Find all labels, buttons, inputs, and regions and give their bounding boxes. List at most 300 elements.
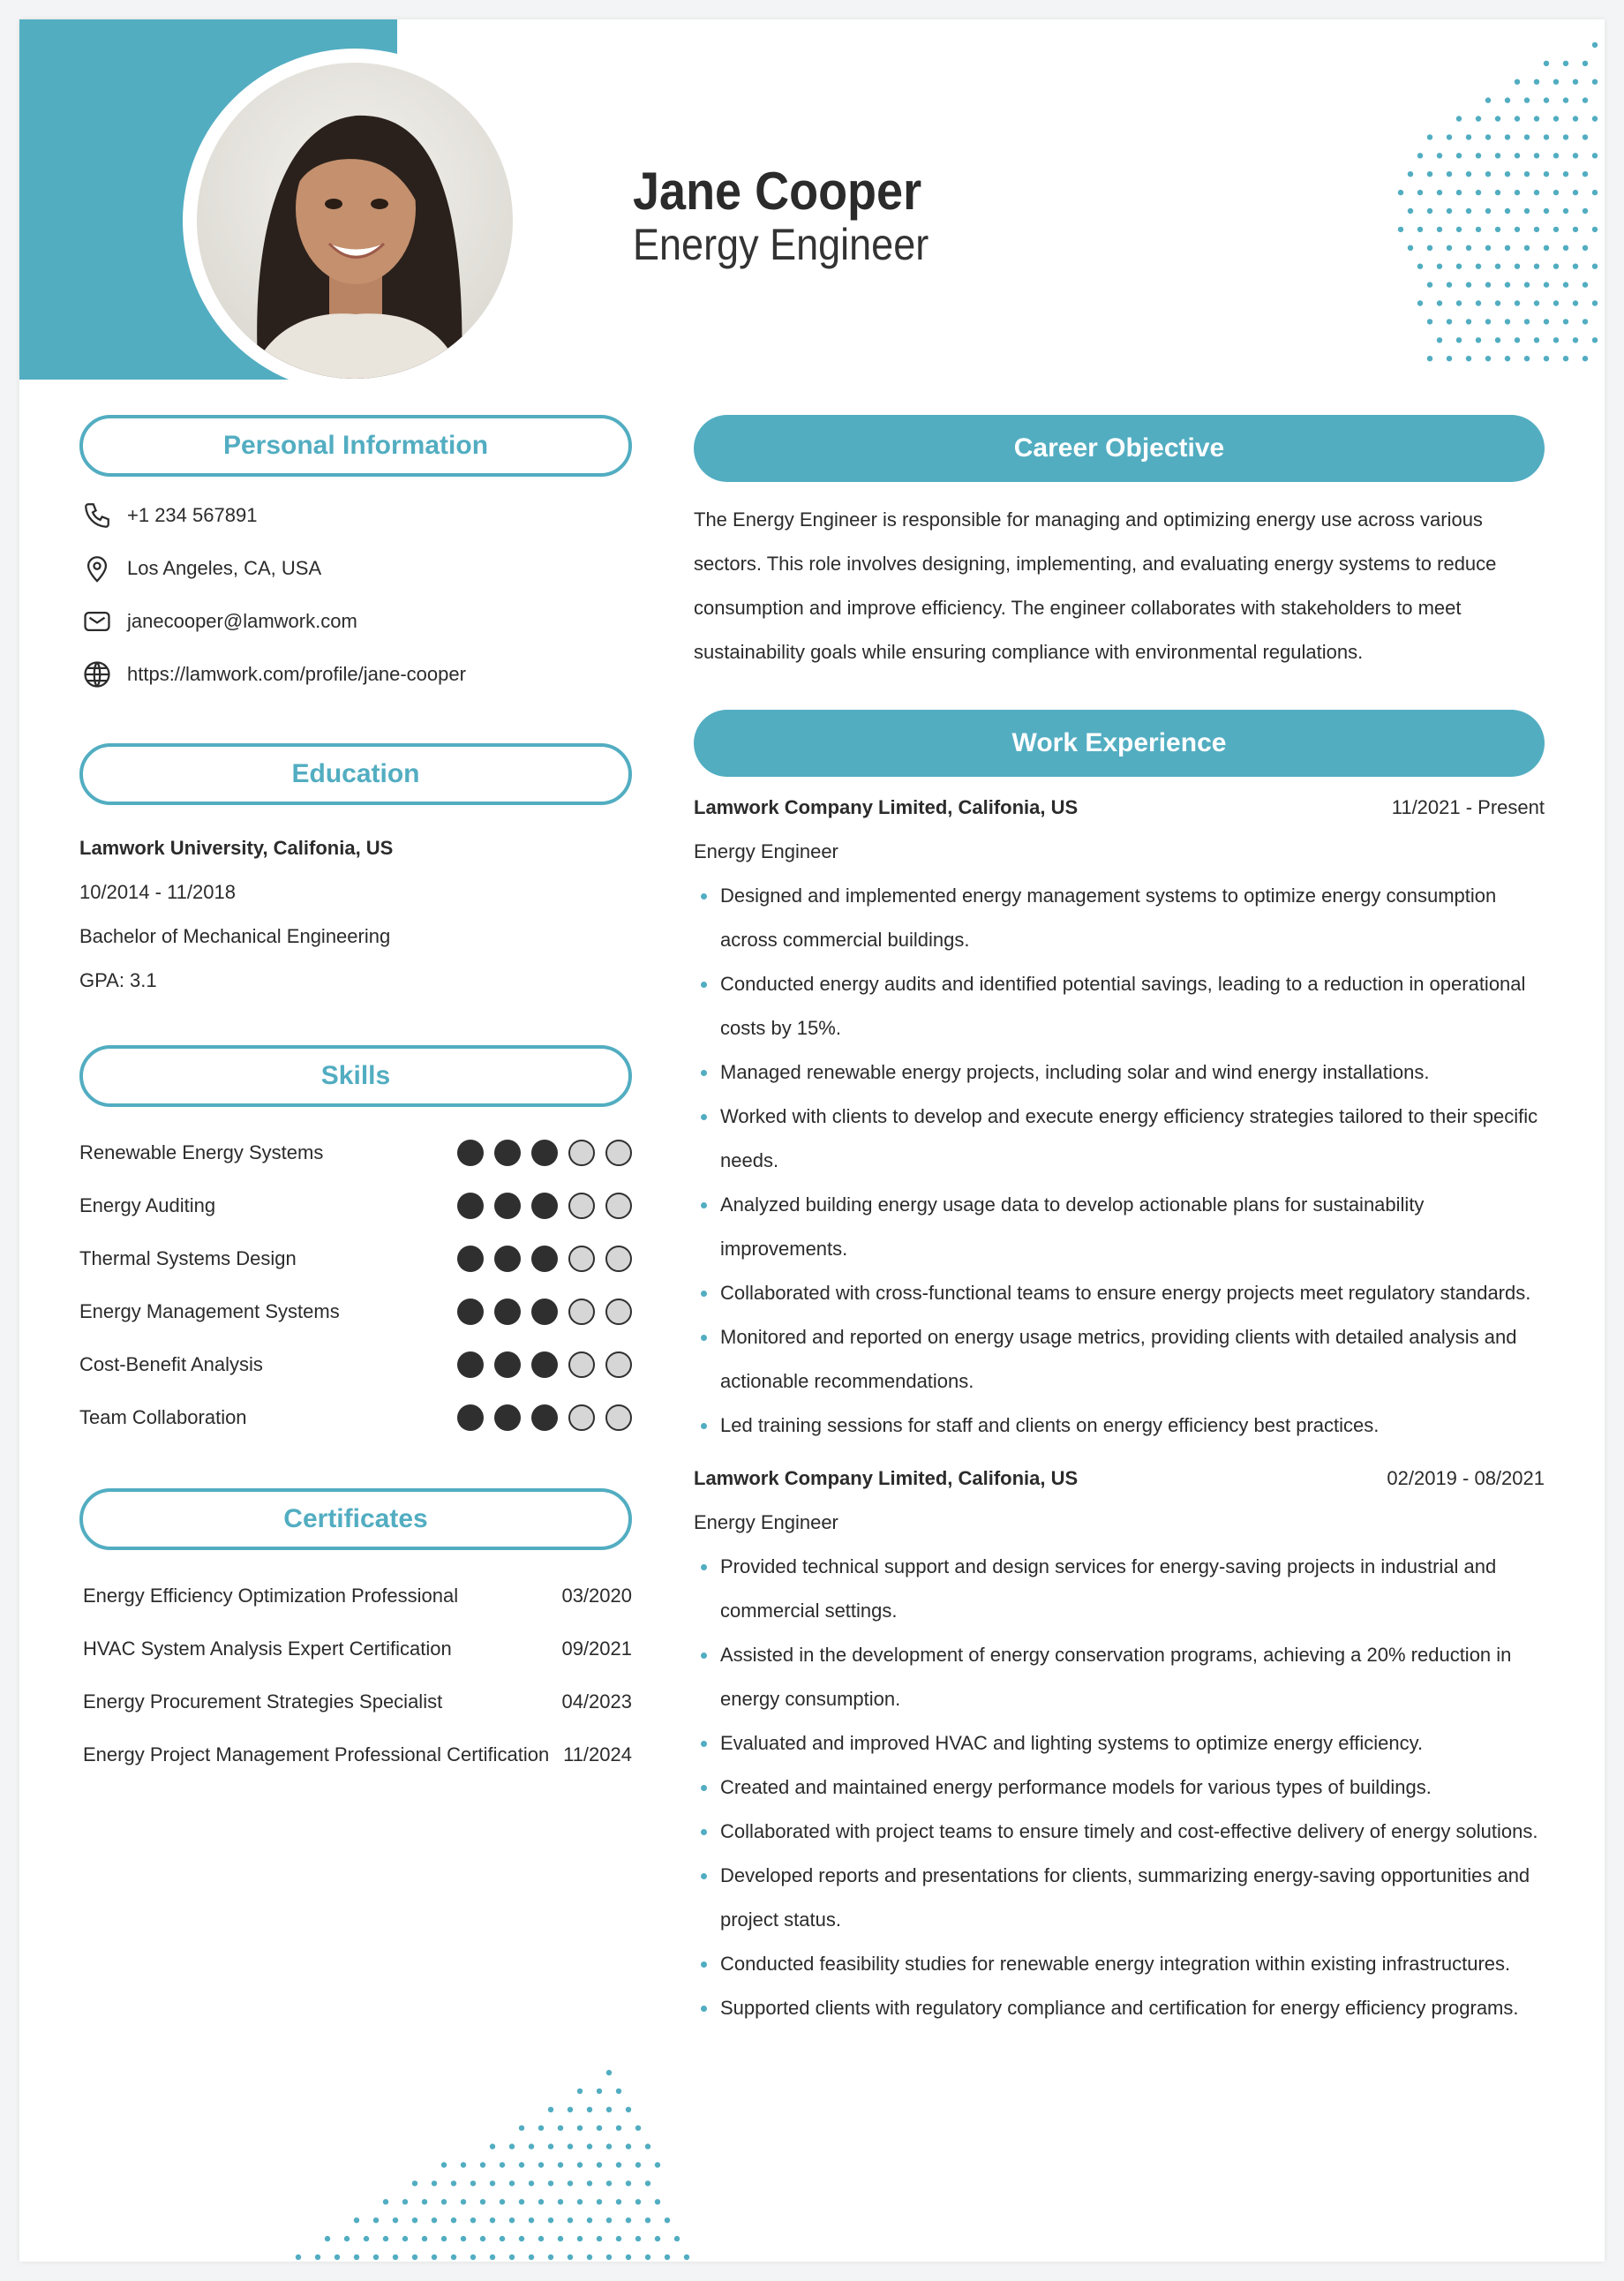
decor-dot [635, 2199, 641, 2204]
decor-dot [451, 2180, 456, 2186]
decor-dot [1427, 319, 1432, 324]
decor-dot [1466, 356, 1471, 361]
location-icon [79, 551, 115, 586]
decor-dot [470, 2180, 476, 2186]
decor-dot [558, 2199, 563, 2204]
job-bullets [694, 1545, 1545, 2030]
decor-dot [1573, 264, 1578, 269]
job-header [694, 786, 1545, 830]
rating-dot-filled [494, 1404, 521, 1431]
decor-dot [1544, 356, 1549, 361]
decor-dot [373, 2255, 379, 2260]
decor-dot [665, 2217, 670, 2223]
decor-dot [606, 2070, 612, 2075]
career-objective-text: The Energy Engineer is responsible for managing and optimizing energy use across various sectors. This role involves designing, implementing, and evaluating energy systems to reduce consumption and improve efficiency. The engineer collaborates with stakeholders to meet sustainability goals while ensuring compliance with environmental regulations. [694, 508, 1497, 663]
decor-dot [1495, 264, 1500, 269]
decor-dot [1534, 190, 1539, 195]
decor-dot [1553, 264, 1559, 269]
decor-dot [1447, 171, 1452, 177]
decor-dot [568, 2217, 573, 2223]
skill-name: Energy Auditing [79, 1194, 216, 1216]
decor-dot [655, 2162, 660, 2167]
decor-dot [597, 2236, 602, 2241]
decor-dot [1592, 42, 1598, 48]
decor-dot [1408, 171, 1413, 177]
decor-dot [1495, 116, 1500, 121]
decor-dot [587, 2180, 592, 2186]
decor-dot [1427, 356, 1432, 361]
decor-dot [1592, 190, 1598, 195]
phone-text[interactable]: +1 234 567891 [127, 504, 258, 526]
decor-dot [626, 2180, 631, 2186]
skill-name: Thermal Systems Design [79, 1247, 297, 1269]
decor-dot [577, 2236, 583, 2241]
decor-dot [461, 2236, 466, 2241]
decor-dot [1515, 337, 1520, 343]
decor-dot [412, 2217, 417, 2223]
skill-rating [457, 1404, 632, 1431]
decor-dot [1427, 171, 1432, 177]
decor-dot [1592, 227, 1598, 232]
decor-dot [1544, 97, 1549, 102]
decor-dot [1476, 264, 1481, 269]
decor-dot [1437, 300, 1442, 305]
decor-dot [1437, 264, 1442, 269]
decor-dot [1544, 245, 1549, 251]
decor-dot [480, 2199, 485, 2204]
decor-dot [1456, 190, 1462, 195]
decor-dot [325, 2236, 330, 2241]
decor-dot [558, 2236, 563, 2241]
job-bullets [694, 874, 1545, 1448]
decor-dot [1505, 282, 1510, 287]
decor-dot [1476, 337, 1481, 343]
certificate-date: 09/2021 [561, 1637, 632, 1660]
decor-dot [1466, 319, 1471, 324]
decor-dot [1553, 300, 1559, 305]
decor-dot [509, 2217, 515, 2223]
skill-row [79, 1126, 632, 1179]
decor-dot [1553, 79, 1559, 85]
decor-dot [1456, 264, 1462, 269]
decor-dot [509, 2180, 515, 2186]
decor-dot [1524, 319, 1530, 324]
decor-dot [1583, 97, 1588, 102]
decor-dot [1437, 190, 1442, 195]
decor-dot [587, 2217, 592, 2223]
job-bullet: Analyzed building energy usage data to develop actionable plans for sustainability improvements. [694, 1183, 1545, 1271]
decor-dot [354, 2217, 359, 2223]
decor-dot [1515, 79, 1520, 85]
decor-dot [1476, 153, 1481, 158]
decor-dot [509, 2255, 515, 2260]
decor-dot [1563, 134, 1568, 139]
decor-dot [441, 2162, 447, 2167]
decor-dot [597, 2199, 602, 2204]
decor-dot [1485, 97, 1491, 102]
decor-dot [1476, 227, 1481, 232]
rating-dot-filled [531, 1299, 558, 1325]
decor-dot [1524, 134, 1530, 139]
job-company: Lamwork Company Limited, Califonia, US [694, 1467, 1079, 1489]
skill-name: Energy Management Systems [79, 1300, 340, 1322]
decor-dot [587, 2255, 592, 2260]
skill-row [79, 1338, 632, 1391]
decor-dot [1476, 190, 1481, 195]
decor-dot [1427, 282, 1432, 287]
decor-dot [1456, 337, 1462, 343]
decor-dot [655, 2199, 660, 2204]
decor-dot [490, 2143, 495, 2149]
decor-dot [1466, 134, 1471, 139]
decor-dot [1417, 300, 1423, 305]
decor-dot [597, 2126, 602, 2131]
job-entry [694, 1457, 1545, 2030]
job-bullet: Collaborated with project teams to ensure timely and cost-effective delivery of energy solutions. [694, 1810, 1545, 1854]
decor-dot [1495, 337, 1500, 343]
decor-dot [645, 2217, 650, 2223]
education-degree: Bachelor of Mechanical Engineering [79, 925, 391, 947]
decor-dot [296, 2255, 301, 2260]
decor-dot [480, 2236, 485, 2241]
decor-dot [568, 2180, 573, 2186]
decor-dot [1534, 300, 1539, 305]
decor-dot [568, 2107, 573, 2112]
decor-dot [1534, 79, 1539, 85]
rating-dot-filled [494, 1299, 521, 1325]
decor-dot [519, 2162, 524, 2167]
decor-dot [597, 2162, 602, 2167]
decor-dot [1505, 356, 1510, 361]
rating-dot-filled [457, 1404, 484, 1431]
job-bullet: Assisted in the development of energy conservation programs, achieving a 20% reduction in energy consumption. [694, 1633, 1545, 1721]
portrait-illustration [197, 63, 513, 379]
decor-dot [538, 2126, 544, 2131]
job-bullet: Conducted energy audits and identified potential savings, leading to a reduction in operational costs by 15%. [694, 962, 1545, 1050]
decor-dot [432, 2255, 437, 2260]
education-gpa: GPA: 3.1 [79, 969, 157, 991]
decor-dot [1417, 190, 1423, 195]
skill-row [79, 1179, 632, 1232]
decor-dot [548, 2180, 553, 2186]
decor-dot [1437, 227, 1442, 232]
decor-dot [529, 2180, 534, 2186]
decor-dot [500, 2162, 505, 2167]
decor-dot [1592, 300, 1598, 305]
decor-dot [626, 2255, 631, 2260]
candidate-title: Energy Engineer [633, 220, 929, 269]
certificate-row [79, 1570, 632, 1622]
decor-dot [1563, 356, 1568, 361]
decor-dot [655, 2236, 660, 2241]
decor-dot [1583, 171, 1588, 177]
education-dates: 10/2014 - 11/2018 [79, 881, 236, 903]
decor-dot [635, 2162, 641, 2167]
decor-dot [587, 2143, 592, 2149]
decor-dot [1553, 116, 1559, 121]
decor-dot [1563, 245, 1568, 251]
decor-dot [577, 2199, 583, 2204]
decor-dot [538, 2236, 544, 2241]
decor-dot [1573, 190, 1578, 195]
decor-dot [412, 2180, 417, 2186]
decor-dot [1515, 264, 1520, 269]
decor-dot [1515, 227, 1520, 232]
decor-dot [1515, 190, 1520, 195]
skill-rating [457, 1299, 632, 1325]
skill-name: Renewable Energy Systems [79, 1141, 324, 1163]
mail-icon [79, 604, 115, 639]
rating-dot-filled [457, 1299, 484, 1325]
job-bullet: Managed renewable energy projects, including solar and wind energy installations. [694, 1050, 1545, 1095]
skill-rating [457, 1246, 632, 1272]
decor-dot [1427, 208, 1432, 214]
decor-dot [1544, 208, 1549, 214]
job-header [694, 1457, 1545, 1501]
decor-dot [606, 2217, 612, 2223]
decor-dot [1544, 282, 1549, 287]
decor-dot [1583, 356, 1588, 361]
decor-dot [1544, 134, 1549, 139]
decor-dot [548, 2143, 553, 2149]
decor-dot [490, 2217, 495, 2223]
decor-dot [1515, 153, 1520, 158]
decor-dot [1563, 282, 1568, 287]
decor-dot [1534, 153, 1539, 158]
rating-dot-filled [494, 1351, 521, 1378]
decor-dot [373, 2217, 379, 2223]
decor-dot [1476, 116, 1481, 121]
decor-dot [500, 2236, 505, 2241]
rating-dot-filled [457, 1351, 484, 1378]
decor-dot [1427, 134, 1432, 139]
decor-dot [1485, 319, 1491, 324]
decor-dot [1534, 337, 1539, 343]
decor-dot [490, 2255, 495, 2260]
decor-dot [1456, 153, 1462, 158]
decor-dot [1573, 337, 1578, 343]
decor-dot [1524, 356, 1530, 361]
skill-rating [457, 1140, 632, 1166]
decor-dot [1447, 245, 1452, 251]
decor-dot [1573, 227, 1578, 232]
decor-dot [548, 2255, 553, 2260]
decor-dot [412, 2255, 417, 2260]
decor-dot [558, 2162, 563, 2167]
decor-dot [548, 2107, 553, 2112]
decor-dot [1495, 300, 1500, 305]
decor-dot [645, 2180, 650, 2186]
rating-dot-empty [605, 1404, 632, 1431]
job-bullet: Led training sessions for staff and clients on energy efficiency best practices. [694, 1404, 1545, 1448]
decor-dot [383, 2199, 388, 2204]
decor-dot [1534, 264, 1539, 269]
decor-dot [529, 2217, 534, 2223]
decor-dot [1563, 171, 1568, 177]
candidate-name: Jane Cooper [633, 162, 922, 221]
rating-dot-filled [457, 1140, 484, 1166]
jobs-list [694, 786, 1545, 2030]
certificate-date: 11/2024 [563, 1743, 632, 1765]
job-bullet: Collaborated with cross-functional teams to ensure energy projects meet regulatory standards. [694, 1271, 1545, 1315]
rating-dot-empty [605, 1299, 632, 1325]
decor-dot [470, 2217, 476, 2223]
job-bullet: Evaluated and improved HVAC and lighting systems to optimize energy efficiency. [694, 1721, 1545, 1765]
decor-dot [538, 2199, 544, 2204]
decor-dot [587, 2107, 592, 2112]
decor-dot [1427, 245, 1432, 251]
job-company: Lamwork Company Limited, Califonia, US [694, 796, 1079, 818]
decor-dot [1583, 134, 1588, 139]
decor-dot [616, 2236, 621, 2241]
decor-dot [519, 2126, 524, 2131]
rating-dot-filled [457, 1193, 484, 1219]
personal-info-heading: Personal Information [79, 415, 632, 477]
certificates-heading: Certificates [79, 1488, 632, 1550]
decor-dot [519, 2236, 524, 2241]
decor-dot [1447, 208, 1452, 214]
decor-dot [1398, 227, 1403, 232]
skill-row [79, 1232, 632, 1285]
decor-dot [1447, 282, 1452, 287]
decor-dot [1544, 319, 1549, 324]
location-text: Los Angeles, CA, USA [127, 557, 322, 579]
decor-dot [645, 2143, 650, 2149]
decor-dot [1437, 153, 1442, 158]
decor-dot [1553, 227, 1559, 232]
decor-dot [1563, 208, 1568, 214]
decor-dot [1524, 97, 1530, 102]
job-bullet: Provided technical support and design services for energy-saving projects in industrial and commercial settings. [694, 1545, 1545, 1633]
decor-dot [1466, 171, 1471, 177]
skill-rating [457, 1193, 632, 1219]
contact-location [79, 542, 632, 595]
left-column [79, 415, 632, 1781]
decor-dot [1592, 337, 1598, 343]
decor-dot [1563, 97, 1568, 102]
decor-dot [1447, 319, 1452, 324]
email-text[interactable]: janecooper@lamwork.com [127, 610, 357, 632]
decor-dot [1417, 227, 1423, 232]
work-experience-heading: Work Experience [694, 710, 1545, 777]
job-role: Energy Engineer [694, 840, 838, 862]
decor-dot [606, 2143, 612, 2149]
decor-dot [606, 2255, 612, 2260]
decor-dot [606, 2180, 612, 2186]
decor-dot [354, 2255, 359, 2260]
decor-dot [529, 2255, 534, 2260]
decor-dot [1524, 208, 1530, 214]
decor-dot [1466, 208, 1471, 214]
decor-dot [383, 2236, 388, 2241]
decor-dot [422, 2199, 427, 2204]
decor-dot [1573, 79, 1578, 85]
decor-dot [597, 2089, 602, 2094]
decor-dot [470, 2255, 476, 2260]
certificates-list [79, 1570, 632, 1781]
decor-dot [461, 2162, 466, 2167]
rating-dot-empty [605, 1140, 632, 1166]
decor-dot [1456, 227, 1462, 232]
rating-dot-filled [494, 1140, 521, 1166]
education-school: Lamwork University, Califonia, US [79, 837, 394, 859]
contact-website [79, 648, 632, 701]
skills-heading: Skills [79, 1045, 632, 1107]
decorative-dots-top-right [1326, 19, 1605, 364]
decor-dot [1485, 245, 1491, 251]
decor-dot [1466, 245, 1471, 251]
decor-dot [665, 2255, 670, 2260]
decor-dot [1485, 208, 1491, 214]
skill-name: Cost-Benefit Analysis [79, 1353, 263, 1375]
decor-dot [645, 2255, 650, 2260]
job-dates: 11/2021 - Present [1391, 796, 1545, 818]
rating-dot-empty [568, 1193, 595, 1219]
decor-dot [1583, 245, 1588, 251]
resume-page [19, 19, 1605, 2262]
decor-dot [1583, 319, 1588, 324]
job-entry [694, 786, 1545, 1448]
skill-row [79, 1391, 632, 1444]
decor-dot [538, 2162, 544, 2167]
decor-dot [490, 2180, 495, 2186]
decor-dot [1573, 300, 1578, 305]
decor-dot [1534, 116, 1539, 121]
rating-dot-filled [531, 1193, 558, 1219]
globe-icon [79, 657, 115, 692]
decor-dot [1553, 153, 1559, 158]
decor-dot [1505, 245, 1510, 251]
rating-dot-filled [531, 1246, 558, 1272]
decor-dot [1524, 282, 1530, 287]
decor-dot [616, 2199, 621, 2204]
decor-dot [548, 2217, 553, 2223]
certificate-row [79, 1622, 632, 1675]
job-bullet: Developed reports and presentations for clients, summarizing energy-saving opportunities and project status. [694, 1854, 1545, 1942]
decor-dot [1544, 171, 1549, 177]
contact-email [79, 595, 632, 648]
certificate-date: 04/2023 [561, 1690, 632, 1713]
certificate-row [79, 1728, 632, 1781]
skill-rating [457, 1351, 632, 1378]
certificate-name: Energy Efficiency Optimization Professional [83, 1585, 459, 1607]
certificate-name: Energy Procurement Strategies Specialist [83, 1690, 443, 1713]
decor-dot [1573, 116, 1578, 121]
decor-dot [1553, 337, 1559, 343]
decor-dot [1485, 282, 1491, 287]
decor-dot [1592, 153, 1598, 158]
decor-dot [1408, 245, 1413, 251]
rating-dot-filled [531, 1140, 558, 1166]
decor-dot [509, 2143, 515, 2149]
decor-dot [1505, 97, 1510, 102]
decor-dot [1505, 171, 1510, 177]
decor-dot [1417, 153, 1423, 158]
decor-dot [1592, 264, 1598, 269]
decor-dot [674, 2236, 680, 2241]
decor-dot [1592, 79, 1598, 85]
decor-dot [1515, 116, 1520, 121]
skill-row [79, 1285, 632, 1338]
decor-dot [1544, 61, 1549, 66]
decor-dot [335, 2255, 340, 2260]
decor-dot [1466, 282, 1471, 287]
website-link[interactable]: https://lamwork.com/profile/jane-cooper [127, 663, 466, 685]
decor-dot [480, 2162, 485, 2167]
decor-dot [1476, 300, 1481, 305]
decor-dot [500, 2199, 505, 2204]
decor-dot [577, 2089, 583, 2094]
